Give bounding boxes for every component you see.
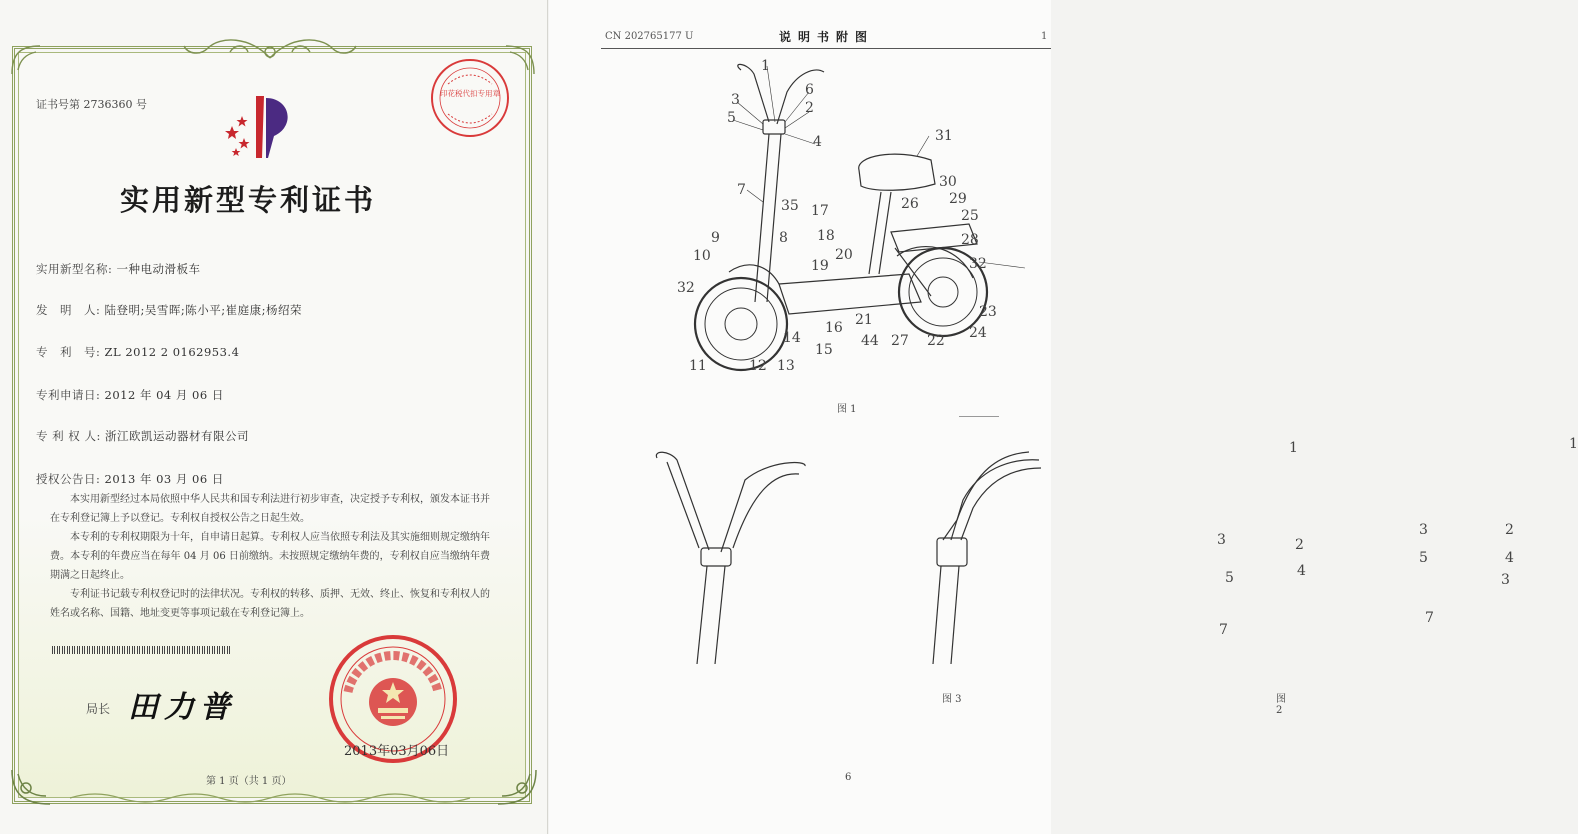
figure-1-label: 图 1 [837, 404, 857, 415]
field-label: 授权公告日: [36, 472, 101, 486]
callout-5: 5 [727, 110, 736, 126]
corner-ornament-bottom-left [6, 764, 66, 810]
callout-6: 6 [805, 82, 814, 98]
callout-18: 18 [817, 228, 835, 244]
stamp-duty-seal [428, 56, 512, 140]
stamp-duty-seal-text: 印花税代扣专用章 [440, 89, 500, 98]
field-value: ZL 2012 2 0162953.4 [104, 345, 240, 359]
cert-number-value: 2736360 [83, 98, 133, 111]
body-paragraph: 本专利的专利权期限为十年，自申请日起算。专利权人应当依照专利法及其实施细则规定缴纳年费。本专利的年费应当在每年 04 月 06 日前缴纳。未按照规定缴纳年费的，专利权自应当缴纳年费期满之日起终止。 [50, 532, 490, 581]
director-signature: 田力普 [128, 690, 236, 725]
field-patent-number [36, 344, 239, 360]
callout-22: 22 [927, 333, 945, 349]
certificate-body [50, 490, 490, 623]
callout-2: 2 [805, 100, 814, 116]
field-label: 发 明 人: [36, 303, 101, 317]
callout-35: 35 [781, 198, 799, 214]
callout-21: 21 [855, 312, 873, 328]
document-number: CN 202765177 U [605, 31, 694, 42]
callout-25: 25 [961, 208, 979, 224]
callout-27: 27 [891, 333, 909, 349]
callout-19: 19 [811, 258, 829, 274]
fig2-callout-4: 4 [1297, 563, 1306, 579]
patent-certificate-page [0, 0, 548, 834]
header-rule [601, 48, 1051, 49]
certificate-title: 实用新型专利证书 [120, 183, 377, 217]
director-label: 局长 [86, 702, 111, 716]
callout-14: 14 [783, 330, 801, 346]
figure-3-label: 图 3 [942, 694, 962, 705]
callout-16: 16 [825, 320, 843, 336]
field-label: 专 利 号: [36, 345, 101, 359]
field-value: 浙江欧凯运动器材有限公司 [105, 429, 249, 443]
corner-ornament-bottom-right [482, 764, 542, 810]
field-patentee [36, 428, 249, 444]
figure-2-label: 图 2 [1276, 694, 1286, 716]
callout-26: 26 [901, 196, 919, 212]
fig3-callout-2: 2 [1505, 522, 1514, 538]
fig3-callout-3b: 3 [1501, 572, 1510, 588]
body-paragraph: 本实用新型经过本局依照中华人民共和国专利法进行初步审查，决定授予专利权，颁发本证书并在专利登记簿上予以登记。专利权自授权公告之日起生效。 [50, 494, 490, 524]
callout-3: 3 [731, 92, 740, 108]
callout-10: 10 [693, 248, 711, 264]
callout-1: 1 [761, 58, 770, 74]
barcode [52, 646, 232, 654]
callout-32b: 32 [969, 256, 987, 272]
callout-4: 4 [813, 134, 822, 150]
fig2-callout-3: 3 [1217, 532, 1226, 548]
callout-32: 32 [677, 280, 695, 296]
field-label: 专利申请日: [36, 388, 101, 402]
fig2-callout-1: 1 [1289, 440, 1298, 456]
field-grant-date [36, 471, 224, 487]
field-value: 2013 年 03 月 06 日 [104, 472, 224, 486]
callout-20: 20 [835, 247, 853, 263]
figure-2-handlebar [649, 440, 819, 670]
cert-number-suffix: 号 [136, 98, 147, 111]
callout-7: 7 [737, 182, 746, 198]
callout-31: 31 [935, 128, 953, 144]
fig2-callout-7: 7 [1219, 622, 1228, 638]
fig3-callout-1: 1 [1569, 436, 1578, 452]
callout-30: 30 [939, 174, 957, 190]
field-value: 陆登明;吴雪晖;陈小平;崔庭康;杨绍荣 [104, 303, 303, 317]
certificate-footer: 第 1 页（共 1 页） [206, 776, 292, 787]
callout-44: 44 [861, 333, 879, 349]
drawings-header-title: 说明书附图 [779, 30, 875, 44]
field-value: 一种电动滑板车 [116, 262, 201, 276]
body-paragraph: 专利证书记载专利权登记时的法律状况。专利权的转移、质押、无效、终止、恢复和专利权人的姓名或名称、国籍、地址变更等事项记载在专利登记簿上。 [50, 589, 490, 619]
seal-date: 2013年03月06日 [344, 744, 450, 759]
callout-12: 12 [749, 358, 767, 374]
field-label: 专 利 权 人: [36, 429, 101, 443]
callout-29: 29 [949, 191, 967, 207]
callout-24: 24 [969, 325, 987, 341]
fig3-callout-3: 3 [1419, 522, 1428, 538]
callout-23: 23 [979, 304, 997, 320]
callout-8: 8 [779, 230, 788, 246]
bottom-ornament [70, 790, 470, 806]
fig3-callout-7: 7 [1425, 610, 1434, 626]
callout-11: 11 [689, 358, 707, 374]
figure-1-scooter [659, 52, 1049, 382]
field-inventors [36, 302, 302, 318]
fig2-callout-2: 2 [1295, 537, 1304, 553]
fig3-callout-4: 4 [1505, 550, 1514, 566]
callout-17: 17 [811, 203, 829, 219]
corner-ornament-top-left [6, 40, 46, 80]
figure-3-handlebar [879, 440, 1049, 670]
field-value: 2012 年 04 月 06 日 [104, 388, 224, 402]
sipo-logo [218, 86, 298, 164]
corner-page-number: 1 [1041, 31, 1048, 42]
page-number: 6 [845, 772, 852, 783]
top-ornament [180, 32, 360, 64]
figure-1-rule [959, 416, 999, 417]
field-label: 实用新型名称: [36, 262, 113, 276]
callout-15: 15 [815, 342, 833, 358]
field-application-date [36, 387, 224, 403]
field-utility-model-name [36, 261, 201, 277]
callout-9: 9 [711, 230, 720, 246]
fig3-callout-5: 5 [1419, 550, 1428, 566]
callout-28: 28 [961, 232, 979, 248]
drawings-page [549, 0, 1578, 834]
callout-13: 13 [777, 358, 795, 374]
fig2-callout-5: 5 [1225, 570, 1234, 586]
certificate-number [36, 96, 147, 112]
cert-number-label: 证书号第 [36, 98, 80, 111]
